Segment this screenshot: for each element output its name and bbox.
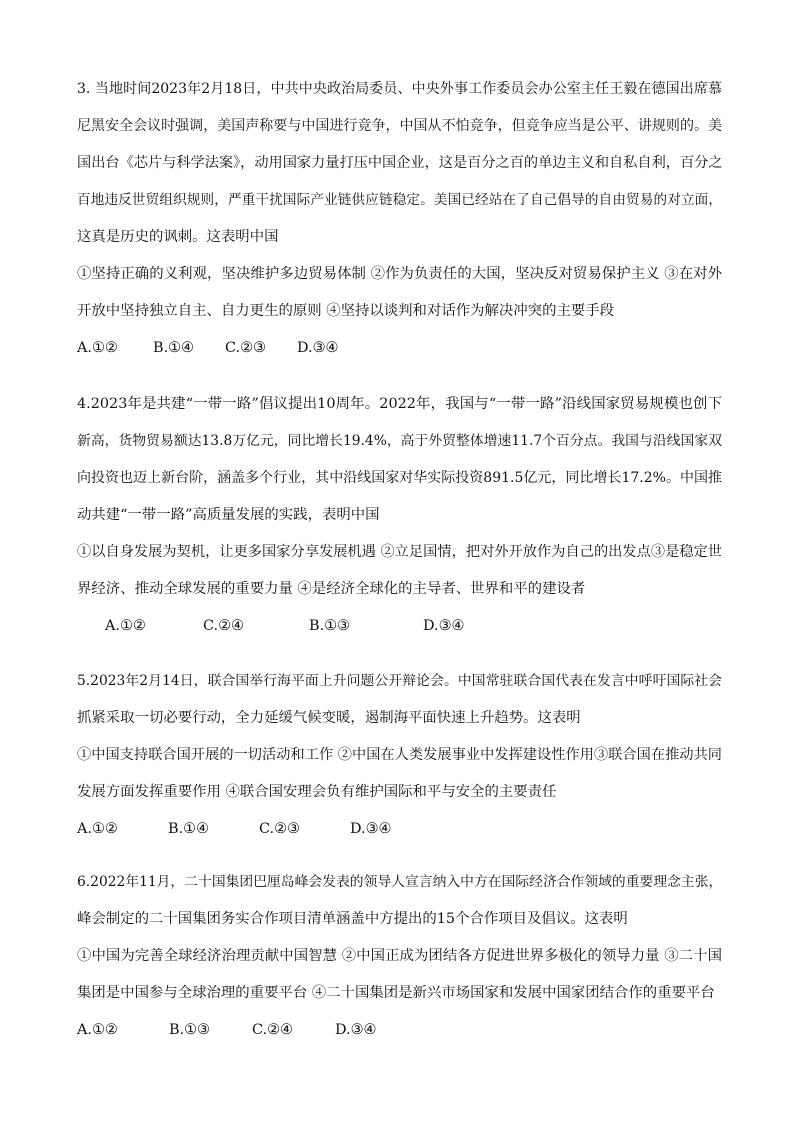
q4-statement-line-1: ①以自身发展为契机，让更多国家分享发展机遇 ②立足国情，把对外开放作为自己的出发点③是稳定世: [77, 544, 722, 560]
q3-option-c: C.②③: [225, 340, 266, 356]
q4-options: [77, 608, 722, 645]
q5-statement-line-2: 发展方面发挥重要作用 ④联合国安理会负有维护国际和平与安全的主要责任: [77, 784, 557, 800]
q4-option-d: D.③④: [423, 618, 465, 634]
q4-stem-line-3: 向投资也迈上新台阶，涵盖多个行业，其中沿线国家对华实际投资891.5亿元，同比增长17.2%。中国推: [77, 470, 722, 486]
q6-option-c: C.②④: [252, 1022, 293, 1038]
q3-option-b: B.①④: [153, 340, 194, 356]
q5-option-a: A.①②: [77, 821, 118, 837]
q6-statement-line-1: ①中国为完善全球经济治理贡献中国智慧 ②中国正成为团结各方促进世界多极化的领导力量 ③二十国: [77, 948, 722, 964]
q5-options: [77, 811, 722, 848]
q6-option-a: A.①②: [77, 1022, 118, 1038]
q4-option-c: C.②④: [203, 618, 244, 634]
q3-option-d: D.③④: [297, 340, 339, 356]
q6-options: [77, 1012, 722, 1049]
q4-stem-line-2: 新高，货物贸易额达13.8万亿元，同比增长19.4%，高于外贸整体增速11.7个百分点。我国与沿线国家双: [77, 433, 722, 449]
q4-stem-line-1: 4.2023年是共建“一带一路”倡议提出10周年。2022年，我国与“一带一路”沿线国家贸易规模也创下: [77, 396, 722, 412]
q4-statement-line-2: 界经济、推动全球发展的重要力量 ④是经济全球化的主导者、世界和平的建设者: [77, 581, 586, 597]
q5-option-d: D.③④: [350, 821, 392, 837]
q3-statement-line-2: 开放中坚持独立自主、自力更生的原则 ④坚持以谈判和对话作为解决冲突的主要手段: [77, 303, 615, 319]
q3-option-a: A.①②: [77, 340, 118, 356]
q3-stem-line-1: 3. 当地时间2023年2月18日，中共中央政治局委员、中央外事工作委员会办公室主任王毅在德国出席慕: [77, 81, 722, 97]
q6-statement-line-2: 集团是中国参与全球治理的重要平台 ④二十国集团是新兴市场国家和发展中国家团结合作的重要平台: [77, 985, 715, 1001]
q5-option-b: B.①④: [168, 821, 209, 837]
question-5: [77, 663, 722, 848]
q6-stem-line-1: 6.2022年11月，二十国集团巴厘岛峰会发表的领导人宣言纳入中方在国际经济合作领域的重要理念主张，: [77, 874, 723, 890]
q6-option-d: D.③④: [335, 1022, 377, 1038]
question-6: [77, 864, 722, 1049]
q3-stem-line-2: 尼黑安全会议时强调，美国声称要与中国进行竞争，中国从不怕竞争，但竞争应当是公平、讲规则的。美: [77, 118, 722, 134]
q3-statement-line-1: ①坚持正确的义利观，坚决维护多边贸易体制 ②作为负责任的大国，坚决反对贸易保护主义 ③在对外: [77, 266, 722, 282]
q3-stem-line-5: 这真是历史的讽刺。这表明中国: [77, 229, 279, 245]
q4-option-a: A.①②: [105, 618, 146, 634]
q6-option-b: B.①③: [169, 1022, 210, 1038]
q4-option-b: B.①③: [309, 618, 350, 634]
q4-stem-line-4: 动共建“一带一路”高质量发展的实践，表明中国: [77, 507, 380, 523]
q5-stem-line-1: 5.2023年2月14日，联合国举行海平面上升问题公开辩论会。中国常驻联合国代表在发言中呼吁国际社会: [77, 673, 722, 689]
q3-stem-line-3: 国出台《芯片与科学法案》，动用国家力量打压中国企业，这是百分之百的单边主义和自私自利，百分之: [77, 155, 723, 171]
q6-stem-line-2: 峰会制定的二十国集团务实合作项目清单涵盖中方提出的15个合作项目及倡议。这表明: [77, 911, 628, 927]
q3-options: [77, 330, 722, 367]
q3-stem-line-4: 百地违反世贸组织规则，严重干扰国际产业链供应链稳定。美国已经站在了自己倡导的自由贸易的对立面，: [77, 192, 722, 208]
q5-stem-line-2: 抓紧采取一切必要行动，全力延缓气候变暖，遏制海平面快速上升趋势。这表明: [77, 710, 581, 726]
q5-statement-line-1: ①中国支持联合国开展的一切活动和工作 ②中国在人类发展事业中发挥建设性作用③联合国在推动共同: [77, 747, 722, 763]
question-4: [77, 386, 722, 645]
question-3: [77, 71, 722, 367]
q5-option-c: C.②③: [259, 821, 300, 837]
